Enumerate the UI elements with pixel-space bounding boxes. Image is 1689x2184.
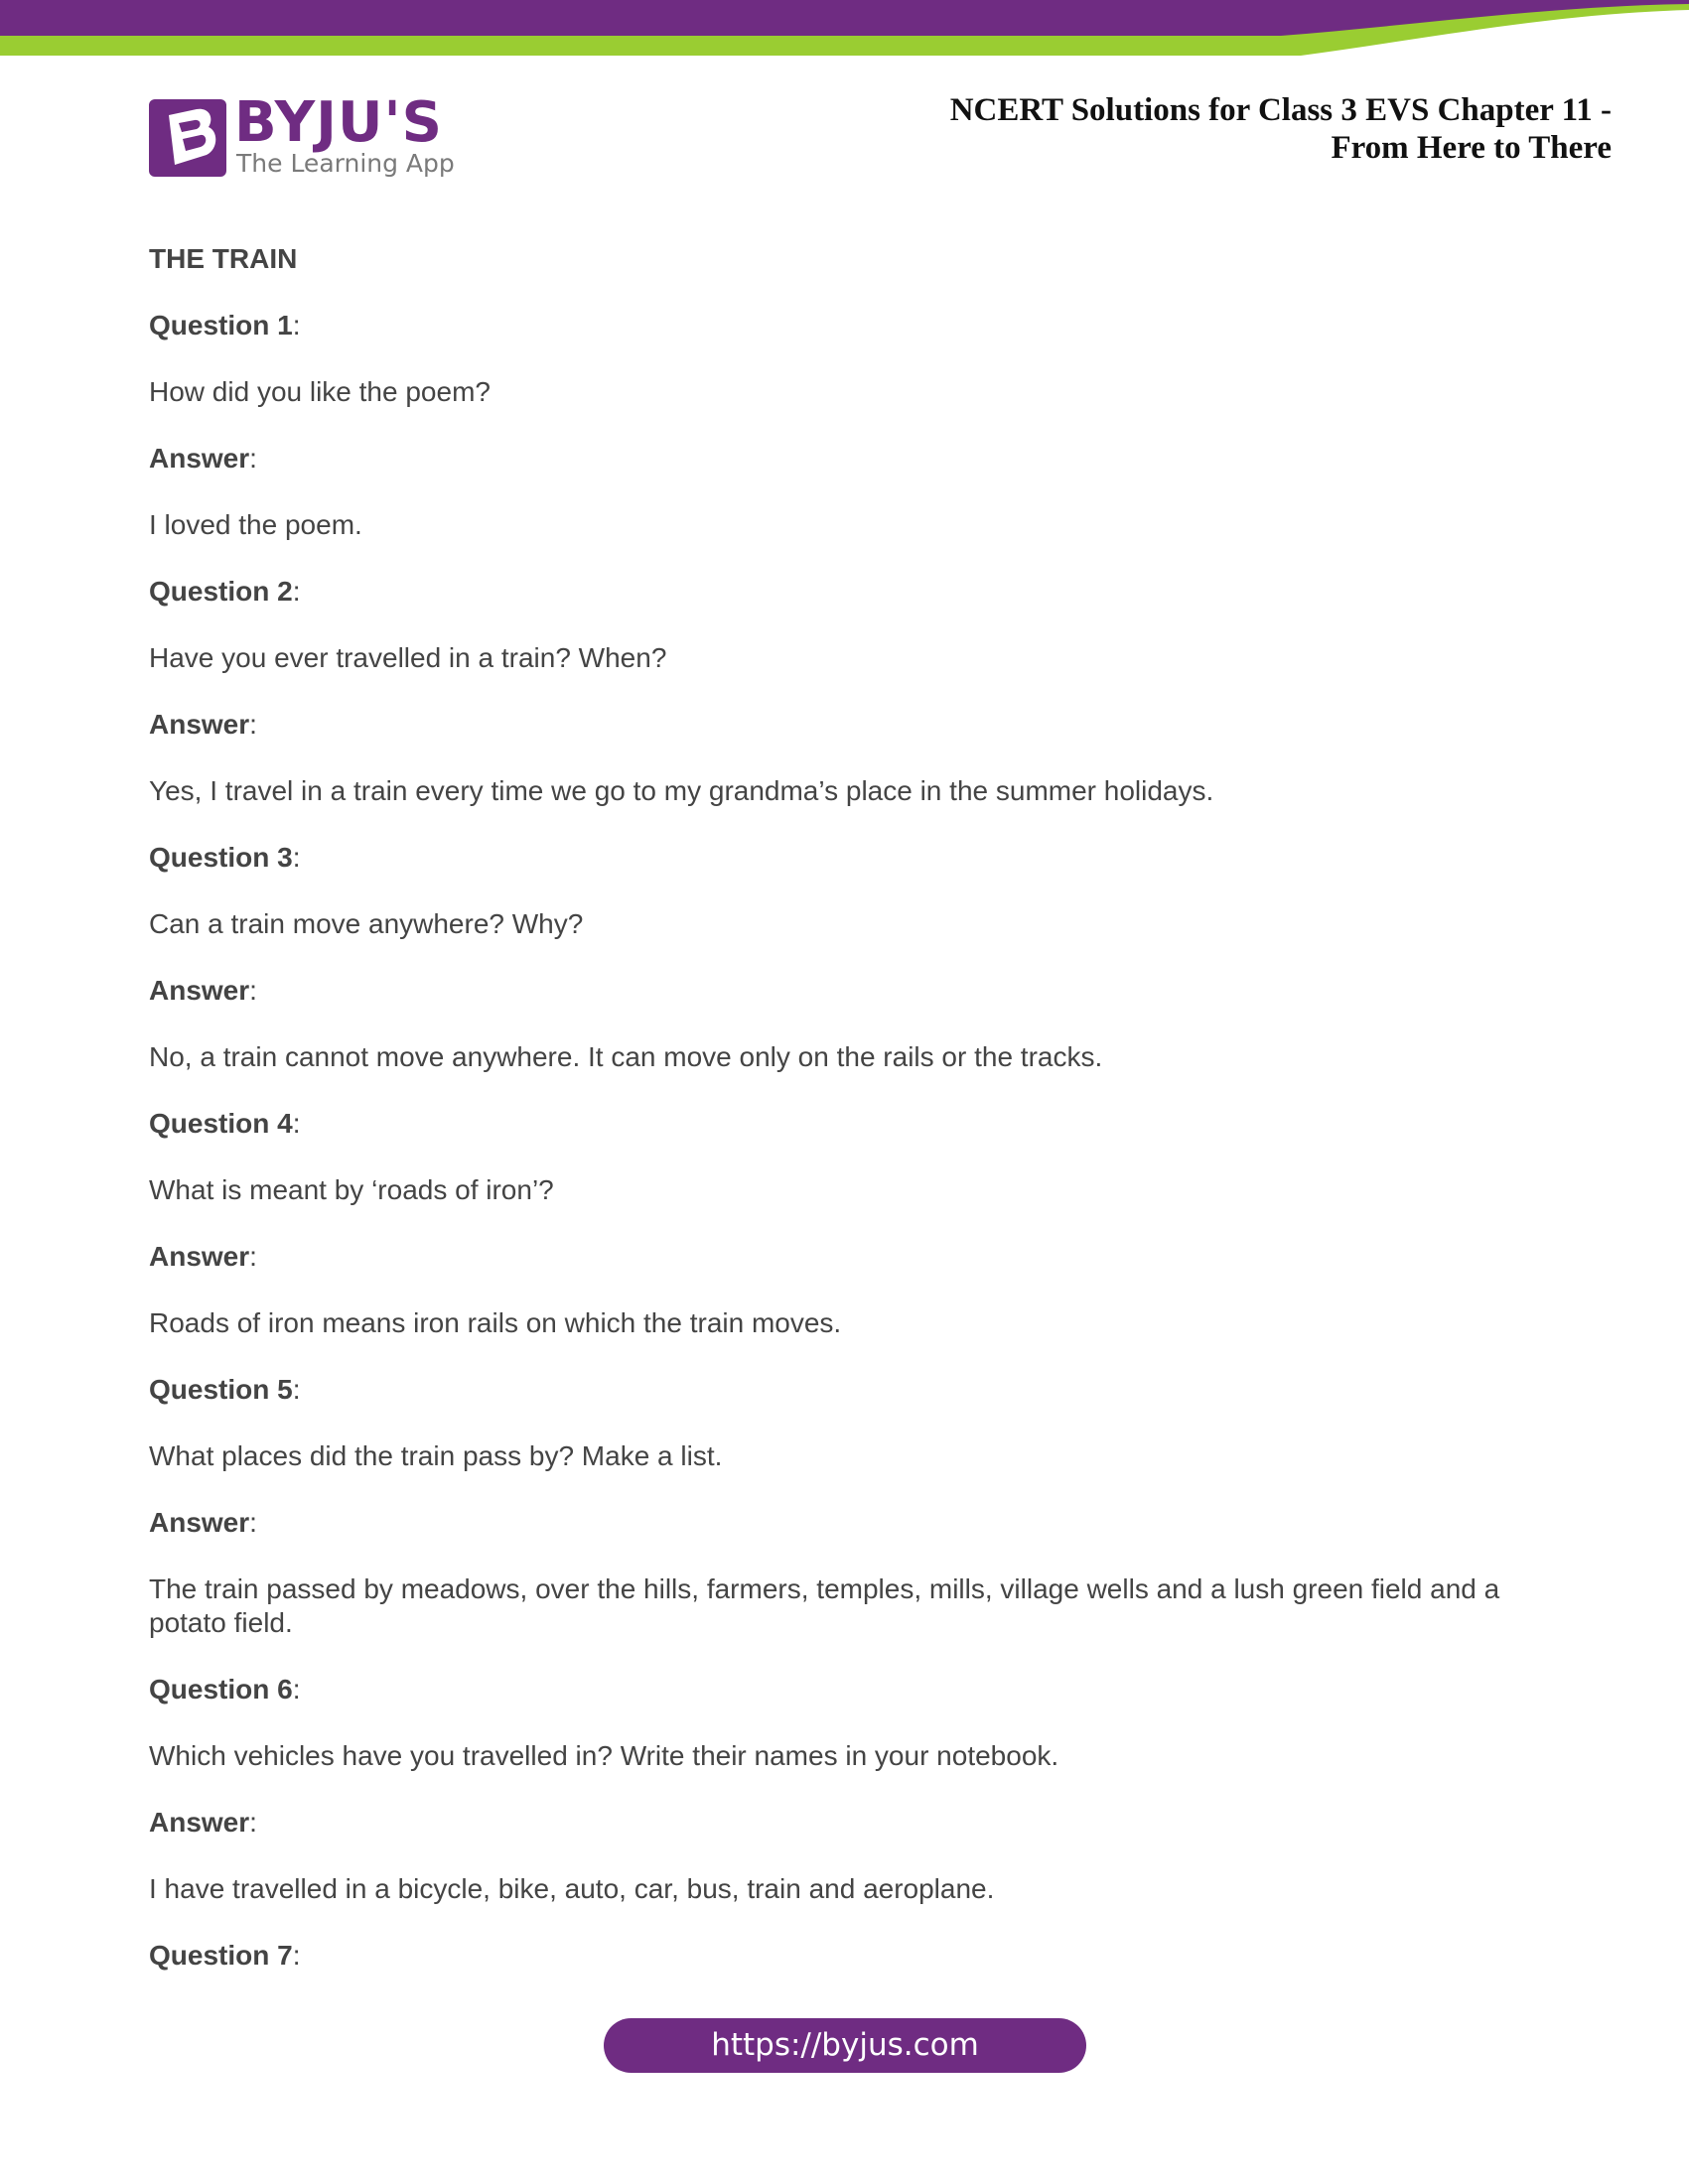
answer-heading: Answer: — [149, 443, 257, 474]
answer-label: Answer — [149, 1241, 250, 1272]
qa-content — [149, 242, 1549, 2005]
question-text: How did you like the poem? — [149, 376, 491, 407]
answer-text: I have travelled in a bicycle, bike, auto, car, bus, train and aeroplane. — [149, 1873, 995, 1904]
question-label: Question 4 — [149, 1108, 293, 1139]
answer-label: Answer — [149, 709, 250, 740]
question-label: Question 2 — [149, 576, 293, 607]
question-heading: Question 2: — [149, 576, 301, 607]
question-heading: Question 5: — [149, 1374, 301, 1405]
question-heading: Question 1: — [149, 310, 301, 341]
answer-text: No, a train cannot move anywhere. It can move only on the rails or the tracks. — [149, 1041, 1103, 1072]
answer-label: Answer — [149, 1807, 250, 1838]
question-label: Question 1 — [149, 310, 293, 341]
question-label: Question 5 — [149, 1374, 293, 1405]
question-label: Question 3 — [149, 842, 293, 873]
question-heading: Question 4: — [149, 1108, 301, 1139]
brand-tagline: The Learning App — [236, 149, 455, 178]
question-label: Question 6 — [149, 1674, 293, 1705]
footer-url-link[interactable]: https://byjus.com — [604, 2018, 1086, 2073]
question-heading: Question 7: — [149, 1940, 301, 1971]
question-heading: Question 3: — [149, 842, 301, 873]
answer-heading: Answer: — [149, 1507, 257, 1538]
document-title-line-1: NCERT Solutions for Class 3 EVS Chapter 11 - — [949, 92, 1612, 128]
answer-label: Answer — [149, 975, 250, 1006]
document-title — [950, 91, 1612, 167]
brand-name: BYJU'S — [234, 90, 443, 155]
question-text: Can a train move anywhere? Why? — [149, 908, 584, 939]
answer-text: Yes, I travel in a train every time we go to my grandma’s place in the summer holidays. — [149, 775, 1214, 806]
answer-heading: Answer: — [149, 1807, 257, 1838]
answer-heading: Answer: — [149, 1241, 257, 1272]
question-text: What is meant by ‘roads of iron’? — [149, 1174, 554, 1205]
answer-text: I loved the poem. — [149, 509, 362, 540]
answer-label: Answer — [149, 1507, 250, 1538]
answer-heading: Answer: — [149, 975, 257, 1006]
header-band — [0, 0, 1689, 60]
answer-label: Answer — [149, 443, 250, 474]
question-text: Which vehicles have you travelled in? Write their names in your notebook. — [149, 1740, 1059, 1771]
question-label: Question 7 — [149, 1940, 293, 1971]
section-title: THE TRAIN — [149, 243, 298, 274]
answer-text: The train passed by meadows, over the hills, farmers, temples, mills, village wells and a lush green field and a potato field. — [149, 1573, 1500, 1638]
question-text: What places did the train pass by? Make a list. — [149, 1440, 723, 1471]
byjus-logo-mark-icon — [149, 99, 226, 177]
question-heading: Question 6: — [149, 1674, 301, 1705]
document-title-line-2: From Here to There — [1331, 130, 1612, 166]
answer-heading: Answer: — [149, 709, 257, 740]
question-text: Have you ever travelled in a train? When? — [149, 642, 667, 673]
byjus-logo — [149, 90, 455, 181]
answer-text: Roads of iron means iron rails on which the train moves. — [149, 1307, 842, 1338]
